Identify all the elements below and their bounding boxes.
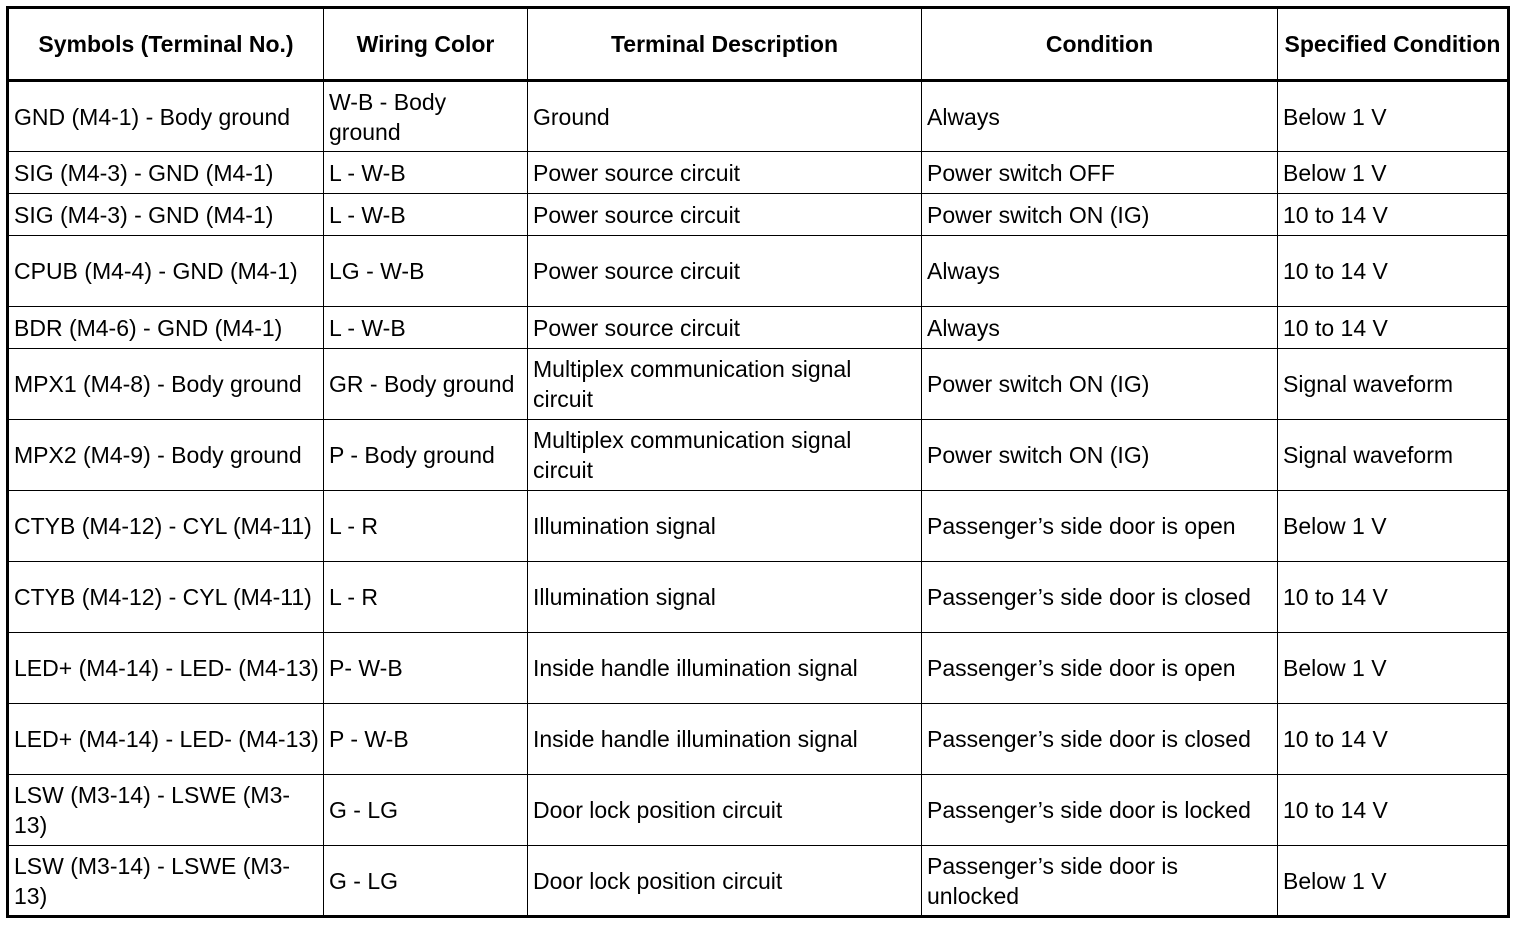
table-row [8,775,1509,846]
table-row [8,349,1509,420]
cell-description: Multiplex communication signal circuit [528,349,922,420]
cell-specified: Signal waveform [1278,349,1509,420]
cell-symbols: BDR (M4-6) - GND (M4-1) [8,307,324,349]
table-row [8,81,1509,152]
cell-description: Ground [528,81,922,152]
cell-specified: 10 to 14 V [1278,194,1509,236]
header-symbols: Symbols (Terminal No.) [8,8,324,81]
table-row [8,562,1509,633]
cell-condition: Passenger’s side door is open [922,491,1278,562]
cell-symbols: CTYB (M4-12) - CYL (M4-11) [8,491,324,562]
cell-symbols: SIG (M4-3) - GND (M4-1) [8,152,324,194]
cell-symbols: LED+ (M4-14) - LED- (M4-13) [8,633,324,704]
cell-wiring-color: P- W-B [324,633,528,704]
cell-symbols: LSW (M3-14) - LSWE (M3-13) [8,846,324,917]
cell-description: Door lock position circuit [528,846,922,917]
cell-wiring-color: L - W-B [324,152,528,194]
cell-wiring-color: P - Body ground [324,420,528,491]
cell-condition: Always [922,236,1278,307]
terminal-spec-table [6,6,1510,918]
cell-condition: Power switch OFF [922,152,1278,194]
cell-condition: Always [922,307,1278,349]
table-row [8,236,1509,307]
cell-description: Illumination signal [528,491,922,562]
cell-condition: Passenger’s side door is open [922,633,1278,704]
header-wiring-color: Wiring Color [324,8,528,81]
cell-description: Door lock position circuit [528,775,922,846]
cell-condition: Always [922,81,1278,152]
cell-condition: Power switch ON (IG) [922,349,1278,420]
cell-wiring-color: LG - W-B [324,236,528,307]
table-row [8,420,1509,491]
cell-condition: Passenger’s side door is unlocked [922,846,1278,917]
cell-symbols: LSW (M3-14) - LSWE (M3-13) [8,775,324,846]
cell-wiring-color: P - W-B [324,704,528,775]
cell-symbols: MPX1 (M4-8) - Body ground [8,349,324,420]
cell-wiring-color: G - LG [324,846,528,917]
cell-specified: 10 to 14 V [1278,562,1509,633]
cell-wiring-color: L - R [324,491,528,562]
cell-condition: Power switch ON (IG) [922,420,1278,491]
cell-symbols: CPUB (M4-4) - GND (M4-1) [8,236,324,307]
cell-description: Power source circuit [528,307,922,349]
cell-description: Multiplex communication signal circuit [528,420,922,491]
cell-description: Inside handle illumination signal [528,704,922,775]
cell-specified: Below 1 V [1278,846,1509,917]
cell-symbols: SIG (M4-3) - GND (M4-1) [8,194,324,236]
table-row [8,491,1509,562]
cell-condition: Power switch ON (IG) [922,194,1278,236]
cell-description: Power source circuit [528,152,922,194]
cell-condition: Passenger’s side door is locked [922,775,1278,846]
cell-specified: Below 1 V [1278,491,1509,562]
cell-specified: 10 to 14 V [1278,704,1509,775]
cell-specified: 10 to 14 V [1278,307,1509,349]
cell-description: Power source circuit [528,236,922,307]
header-terminal-description: Terminal Description [528,8,922,81]
cell-symbols: MPX2 (M4-9) - Body ground [8,420,324,491]
table-header-row [8,8,1509,81]
cell-description: Illumination signal [528,562,922,633]
header-specified-condition: Specified Condition [1278,8,1509,81]
cell-wiring-color: G - LG [324,775,528,846]
table-row [8,846,1509,917]
table-row [8,633,1509,704]
cell-specified: 10 to 14 V [1278,236,1509,307]
cell-specified: Signal waveform [1278,420,1509,491]
cell-description: Inside handle illumination signal [528,633,922,704]
cell-description: Power source circuit [528,194,922,236]
table-row [8,152,1509,194]
cell-specified: Below 1 V [1278,152,1509,194]
cell-condition: Passenger’s side door is closed [922,562,1278,633]
cell-condition: Passenger’s side door is closed [922,704,1278,775]
cell-specified: 10 to 14 V [1278,775,1509,846]
table-row [8,307,1509,349]
cell-wiring-color: GR - Body ground [324,349,528,420]
cell-specified: Below 1 V [1278,633,1509,704]
cell-wiring-color: L - W-B [324,307,528,349]
cell-symbols: CTYB (M4-12) - CYL (M4-11) [8,562,324,633]
cell-specified: Below 1 V [1278,81,1509,152]
table-row [8,194,1509,236]
cell-wiring-color: L - R [324,562,528,633]
cell-wiring-color: W-B - Body ground [324,81,528,152]
table-row [8,704,1509,775]
cell-symbols: LED+ (M4-14) - LED- (M4-13) [8,704,324,775]
header-condition: Condition [922,8,1278,81]
cell-symbols: GND (M4-1) - Body ground [8,81,324,152]
cell-wiring-color: L - W-B [324,194,528,236]
